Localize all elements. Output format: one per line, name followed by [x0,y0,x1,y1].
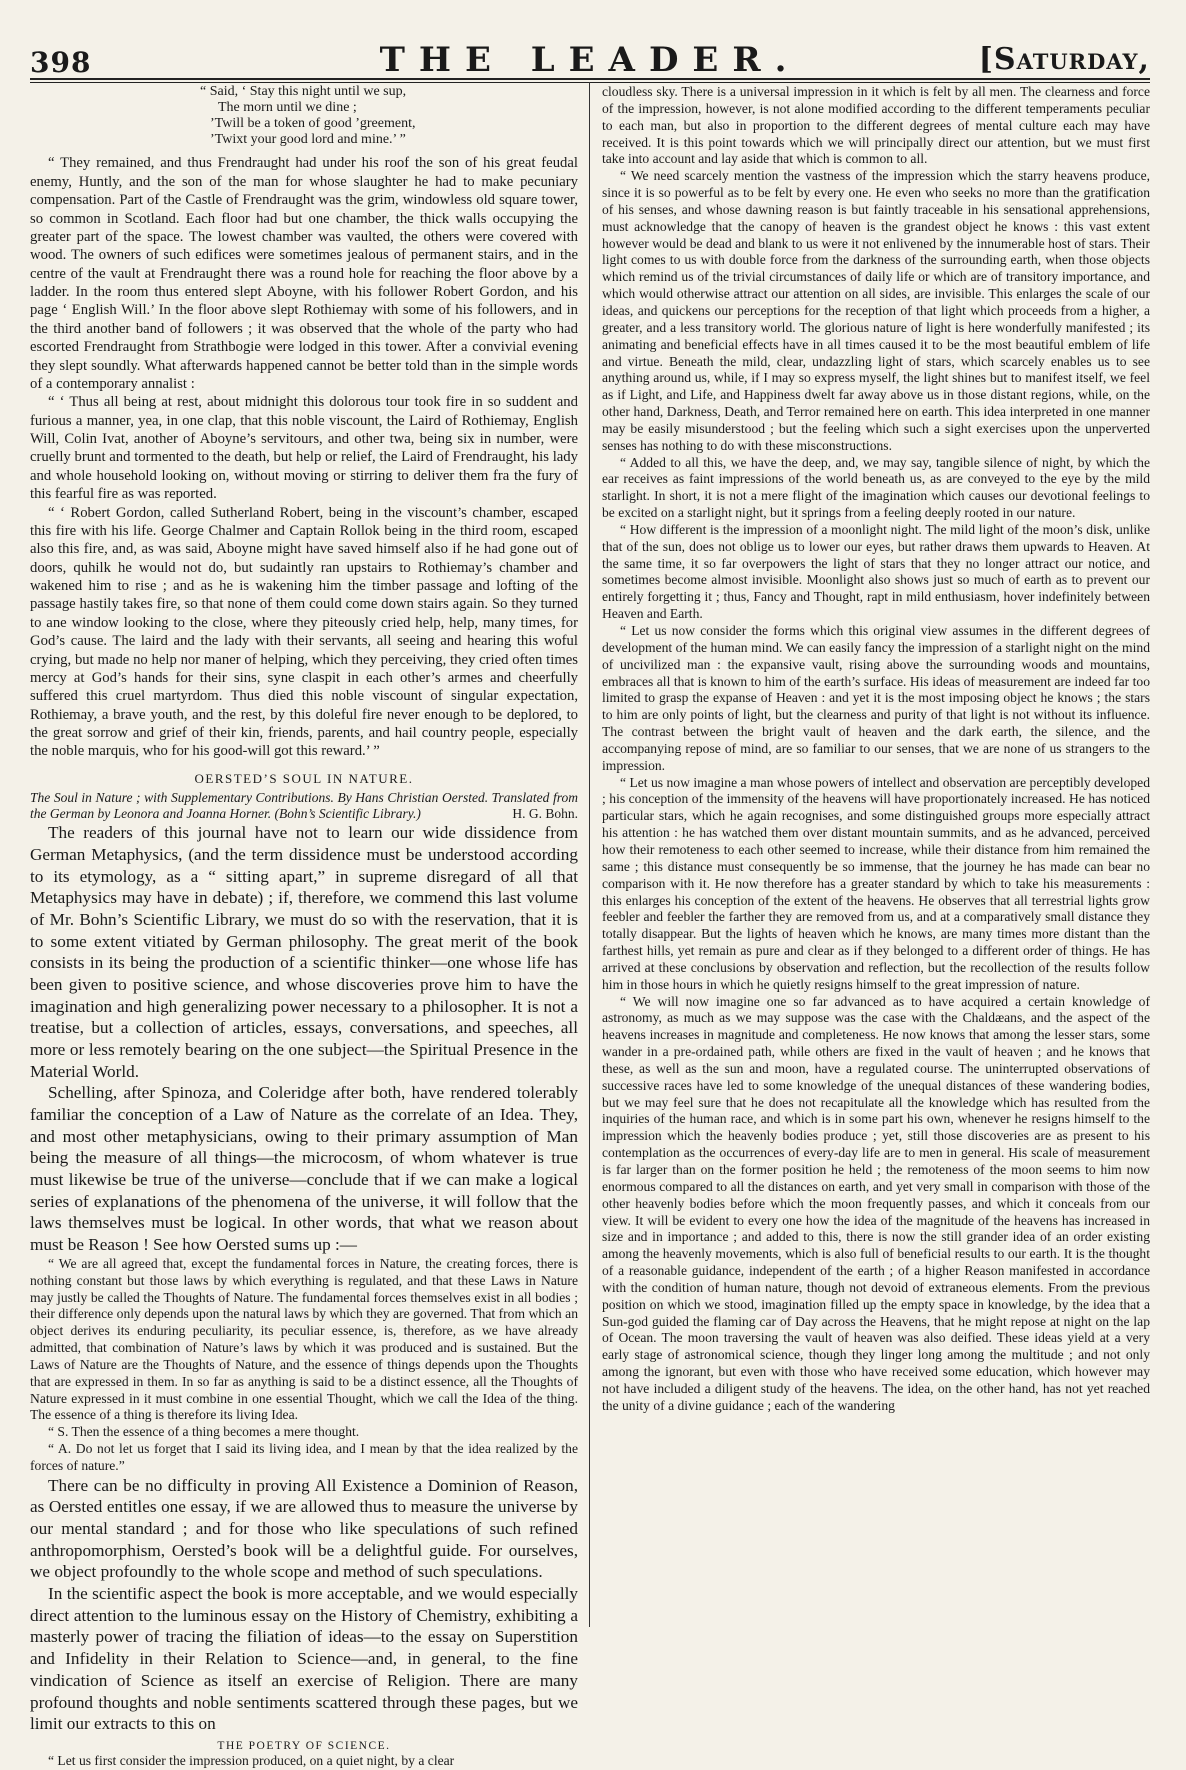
publisher: H. G. Bohn. [512,806,578,822]
extract-subhead: THE POETRY OF SCIENCE. [217,1739,391,1752]
verse-line: “ Said, ‘ Stay this night until we sup, [200,84,407,99]
header-rule-thin [30,82,1150,83]
verse-line: The morn until we dine ; [218,100,357,116]
quote-paragraph: “ S. Then the essence of a thing becomes a mere thought. [48,1424,360,1440]
right-column [602,84,1150,1624]
masthead-title: THE LEADER. [379,40,801,80]
article-paragraph: “ ‘ Robert Gordon, called Sutherland Robert, being in the viscount’s chamber, escaped this fire with his life. George Chalmer and Captain Rollok being in the third room, escaped also this fire, and, as was said, Aboyne might have saved himself also if he had gone out of doors, quhilk he would not do, but sudaintly ran upstairs to Rothiemay’s chamber and wakened him to rise ; and as he is wakening him the timber passage and lofting of the passage hastily takes fire, so that none of them could come down stairs again. So they turned to ane window looking to the close, where they piteously cried help, help, many times, for God’s cause. The laird and the lady with their servants, all seeing and hearing this woful crying, but made no help nor maner of helping, which they perceiving, they cried often times mercy at God’s hands for their sins, syne claspit in each other’s armes and cheerfully suffered this cruel martyrdom. Thus died this noble viscount of singular expectation, Rothiemay, a brave youth, and the rest, by this doleful fire never enough to be deplored, to the great sorrow and grief of their kin, friends, parents, and hail country people, especially the noble marquis, who for his good-will got this reward.’ ” [30,504,578,760]
header-rule [30,78,1150,80]
review-paragraph: There can be no difficulty in proving All Existence a Dominion of Reason, as Oersted entitles one essay, if we are allowed thus to measure the universe by our mental standard ; and for those who like speculations of such refined anthropomorphism, Oersted’s book will be a delightful guide. For ourselves, we object profoundly to the whole scope and method of such speculations. [30,1475,578,1582]
extract-paragraph: “ Let us now consider the forms which this original view assumes in the different degrees of development of the human mind. We can easily fancy the impression of a starlight night on the mind of uncivilized man : the expansive vault, rising above the surrounding woods and mountains, embraces all that is known to him of the earth’s surface. His ideas of measurement are indeed far too limited to grasp the expanse of Heaven : and yet it is the most imposing object he knows ; the stars to him are only points of light, but the clearness and purity of that light is not without its influence. The contrast between the bright vault of heaven and the dark earth, the silence, and the accompanying repose of mind, are so familiar to our senses, that we are none of us strangers to the impression. [602,623,1150,773]
extract-paragraph: “ We need scarcely mention the vastness of the impression which the starry heavens produce, since it is so powerful as to be felt by every one. He even who seeks no more than the gratification of his senses, and whose dawning reason is but faintly traceable in his sensational apprehensions, must acknowledge that the canopy of heaven is the grandest object he knows : this vast extent however would be dead and blank to us were it not enlivened by the innumerable host of stars. Their light comes to us with double force from the darkness of the surrounding earth, when those objects which remind us of the trivial circumstances of daily life or which are of transitory importance, and which would otherwise attract our attention on all sides, are invisible. This enlarges the scale of our ideas, and quickens our perceptions for the reception of that light which proceeds from a higher, a greater, and a less transitory world. The glorious nature of light is here wonderfully manifested ; its animating and beneficial effects have in all times caused it to be the most beautiful emblem of life and virtue. Beneath the mild, clear, undazzling light of stars, which scarcely enables us to see anything around us, while, if I may so express myself, the light shines but to manifest itself, we feel as if Light, and Life, and Happiness dwelt far away above us in those distant regions, while, on the other hand, Darkness, Death, and Terror remained here on earth. This idea interpreted in one manner may be easily misunderstood ; but the feeling which such a sight exercises upon the unperverted senses has nothing to do with these misconstructions. [602,168,1150,453]
ballad-verse [200,84,578,148]
book-citation [30,790,578,822]
issue-day: [Saturday, [978,42,1150,77]
extract-opening: “ Let us first consider the impression produced, on a quiet night, by a clear [48,1753,455,1769]
extract-paragraph: “ Let us now imagine a man whose powers of intellect and observation are perceptibly developed ; his conception of the immensity of the heavens will have proportionately increased. He has noticed particular stars, which he again recognises, and some distinguished groups more especially attract his attention : he has watched them over distant mountain summits, and as he advanced, perceived how their remoteness to each other seemed to increase, while their distance from him remained the same ; this distance must consequently be so immense, that the journey he has made can bear no comparison with it. He now therefore has a greater standard by which to take his measurements : this enlarges his conception of the extent of the heavens. He observes that all terrestrial lights grow feebler and feebler the farther they are removed from us, and at a comparatively small distance they totally disappear. But the lights of heaven which he knows, are many times more distant than the farthest hills, yet remain as pure and clear as if they belonged to a different order of things. He has arrived at these conclusions by observation and reflection, but the recollection of the results follow him in those hours in which he quietly resigns himself to the great impression of nature. [602,774,1150,992]
extract-paragraph: “ We will now imagine one so far advanced as to have acquired a certain knowledge of astronomy, as much as we may suppose was the case with the Chaldæans, and the aspect of the heavens increases in magnitude and completeness. He now knows that among the lesser stars, some wander in a pre-ordained path, while others are fixed in the vault of heaven ; and he knows that these, as well as the sun and moon, have a regulated course. The uninterrupted observations of successive races have led to some knowledge of the unequal distances of these wandering bodies, but we may feel sure that he does not recapitulate all the knowledge which has resulted from the inquiries of the human race, and which is in some part his own, whenever he resigns himself to the impression which the heavenly bodies produce ; yet, still those discoveries are as present to his contemplation as the occurrences of every-day life are to men in general. His scale of measurement is far larger than on the former position he held ; the remoteness of the moon seems to him now enormous compared to all the distances on earth, and yet very small in comparison with those of the other heavenly bodies before which the moon frequently passes, and which it conceals from our view. It will be evident to every one how the idea of the magnitude of the heavens has increased in size and in importance ; and added to this, there is now the still grander idea of an order existing among the heavenly movements, which is also full of beneficial results to our earth. It is the thought of a reasonable guidance, independent of the earth ; of a higher Reason manifested in accordance with the condition of human nature, though not devoid of extraneous elements. From the previous position on which we stood, imagination filled up the empty space in knowledge, by the idea that a Sun-god guided the flaming car of Day across the Heavens, that he might repose at night on the lap of Ocean. The moon traversing the vault of heaven was also deified. These ideas yield at a very early stage of astronomical science, though they linger long among the multitude ; and not only among the ignorant, but even with those who have received some education, which however may not have included a diligent study of the heavens. The idea, on the other hand, has not yet reached the unity of a divine guidance ; each of the wandering [602,993,1150,1413]
review-paragraph: Schelling, after Spinoza, and Coleridge after both, have rendered tolerably familiar the conception of a Law of Nature as the correlate of an Idea. They, and most other metaphysicians, owing to their primary assumption of Man being the measure of all things—the microcosm, of whom whatever is true must likewise be true of the universe—conclude that if we can make a logical series of explanations of the phenomena of the universe, it will follow that the laws themselves must be logical. In other words, that what we reason about must be Reason ! See how Oersted sums up :— [30,1083,578,1255]
review-title: OERSTED’S SOUL IN NATURE. [194,770,414,786]
article-paragraph: “ They remained, and thus Frendraught had under his roof the son of his great feudal enemy, Huntly, and the son of the man for whose slaughter he had to make pecuniary compensation. Part of the Castle of Frendraught was the grim, windowless old square tower, so common in Scotland. Each floor had but one chamber, the thick walls occupying the greater part of the space. The lowest chamber was vaulted, the others were covered with wood. The owners of such edifices were sometimes jealous of permanent stairs, and in the centre of the vault at Frendraught there was a round hole for reaching the floor above by a ladder. In the room thus entered slept Aboyne, with his follower Robert Gordon, and his page ‘ English Will.’ In the floor above slept Rothiemay with some of his followers, and in the third another band of followers ; it was observed that the whole of the party who had escorted Frendraught from Strathbogie were lodged in this tower. After a convivial evening they slept soundly. What afterwards happened cannot be better told than in the simple words of a contemporary annalist : [30,155,578,392]
extract-paragraph: “ Added to all this, we have the deep, and, we may say, tangible silence of night, by which the ear receives as faint impressions of the world beneath us, as are conveyed to the eye by the mild starlight. In short, it is not a mere flight of the imagination which causes our devotional feelings to be excited on a starlight night, but it springs from a feeling deeply rooted in our nature. [602,454,1150,521]
column-divider [589,82,590,1627]
verse-line: ’Twixt your good lord and mine.’ ” [210,132,406,148]
review-body [30,822,578,1255]
left-column [30,84,578,1769]
citation-text: The Soul in Nature ; with Supplementary Contributions. By Hans Christian Oersted. Translated from the German by Leonora and Joanna Horner. (Bohn’s Scientific Library.) [30,790,578,822]
verse-line: ’Twill be a token of good ’greement, [210,116,416,132]
page-number: 398 [30,46,92,79]
review-paragraph: The readers of this journal have not to learn our wide dissidence from German Metaphysics, (and the term dissidence must be understood according to its etymology, as a “ sitting apart,” in supreme disregard of all that Metaphysics may have in debate) ; if, therefore, we commend this last volume of Mr. Bohn’s Scientific Library, we must do so with the reservation, that it is to some extent vitiated by German philosophy. The great merit of the book consists in its being the production of a scientific thinker—one whose life has been given to positive science, and whose discoveries prove him to have the imagination and high generalizing power necessary to a philosopher. It is not a treatise, but a collection of articles, essays, conversations, and speeches, all more or less remotely bearing on the one subject—the Spiritual Presence in the Material World. [30,823,578,1081]
review-paragraph: In the scientific aspect the book is more acceptable, and we would especially direct attention to the luminous essay on the History of Chemistry, exhibiting a masterly power of tracing the filiation of ideas—to the essay on Superstition and Infidelity in their Relation to Science—and, in general, to the fine vindication of Science as itself an exercise of Religion. There are many profound thoughts and noble sentiments scattered through these pages, but we limit our extracts to this on [30,1584,578,1734]
page-header [30,38,1150,78]
extract-paragraph: “ How different is the impression of a moonlight night. The mild light of the moon’s disk, unlike that of the sun, does not oblige us to lower our eyes, but rather draws them upwards to Heaven. At the same time, it so far overpowers the light of stars that they no longer attract our notice, and sometimes become almost invisible. Moonlight also shows just so much of earth as to prevent our entirely forgetting it ; thus, Fancy and Thought, rapt in mild enthusiasm, hover indefinitely between Heaven and Earth. [602,521,1150,622]
quote-paragraph: “ A. Do not let us forget that I said its living idea, and I mean by that the idea realized by the forces of nature.” [30,1441,578,1473]
review-closing [30,1475,578,1735]
quote-paragraph: “ We are all agreed that, except the fundamental forces in Nature, the creating forces, there is nothing constant but those laws by which everything is regulated, and that these Laws in Nature may justly be called the Thoughts of Nature. The fundamental forces themselves exist in all bodies ; their difference only depends upon the natural laws by which they are governed. That from which an object derives its enduring peculiarity, its peculiar essence, is, therefore, as we have already admitted, that combination of Nature’s laws by which it was produced and is sustained. But the Laws of Nature are the Thoughts of Nature, and the essence of things depends upon the Thoughts that are expressed in them. In so far as anything is said to be a distinct essence, all the Thoughts of Nature expressed in it must combine in one essential Thought, which we call the Idea of the thing. The essence of a thing is therefore its living Idea. [30,1255,578,1423]
oersted-quote [30,1256,578,1475]
article-paragraph: “ ‘ Thus all being at rest, about midnight this dolorous tour took fire in so suddent and furious a manner, yea, in one clap, that this noble viscount, the Laird of Rothiemay, English Will, Colin Ivat, another of Aboyne’s servitours, and other twa, being six in number, were cruelly brunt and tormented to the death, but help or relief, the Laird of Frendraught, his lady and whole household looking on, without moving or stirring to deliver them fra the fury of this fearful fire as was reported. [30,394,578,503]
extract-paragraph: cloudless sky. There is a universal impression in it which is felt by all men. The clearness and force of the impression, however, is not alone modified according to the different temperaments peculiar to each man, but also in proportion to the different degrees of mental culture each may have received. It is this point towards which we will principally direct our attention, but we must first take into account and lay aside that which is common to all. [602,84,1150,167]
